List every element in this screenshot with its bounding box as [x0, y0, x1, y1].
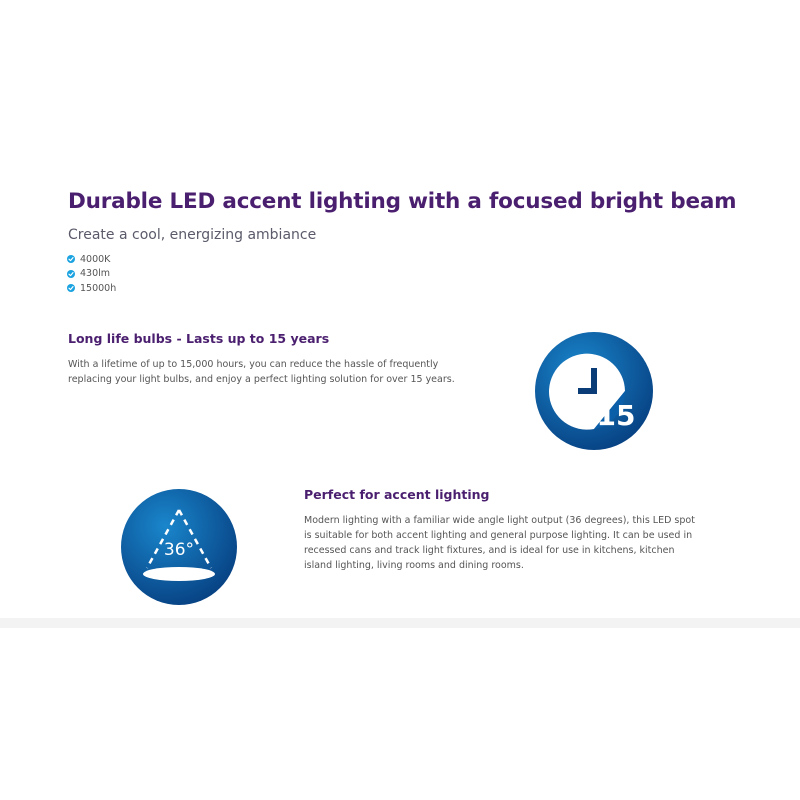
spec-list — [67, 252, 116, 296]
check-icon — [67, 270, 75, 278]
spec-item — [67, 267, 116, 282]
footer-band — [0, 618, 800, 628]
spec-item — [67, 252, 116, 267]
check-icon — [67, 255, 75, 263]
spec-item — [67, 281, 116, 296]
spec-label: 4000K — [80, 253, 111, 265]
feature-title-long-life: Long life bulbs - Lasts up to 15 years — [68, 331, 330, 346]
clock-icon — [534, 331, 654, 451]
feature-title-accent: Perfect for accent lighting — [304, 487, 490, 502]
spec-label: 430lm — [80, 268, 111, 280]
check-icon — [67, 284, 75, 292]
feature-text-long-life: With a lifetime of up to 15,000 hours, you can reduce the hassle of frequently replacing your light bulbs, and enjoy a perfect lighting solution for over 15 years. — [68, 359, 455, 385]
beam-angle-icon — [120, 488, 238, 606]
clock-icon-number: 15 — [596, 399, 636, 432]
beam-angle-label: 36° — [163, 540, 195, 560]
feature-text-accent: Modern lighting with a familiar wide angle light output (36 degrees), this LED spot is suitable for both accent lighting and general purpose lighting. It can be used in recessed cans and track light fixtures, and is ideal for use in kitchens, kitchen island lighting, living rooms and dining rooms. — [304, 515, 695, 571]
page-title: Durable LED accent lighting with a focused bright beam — [68, 189, 737, 214]
spec-label: 15000h — [80, 282, 117, 294]
page-subtitle: Create a cool, energizing ambiance — [68, 227, 317, 243]
